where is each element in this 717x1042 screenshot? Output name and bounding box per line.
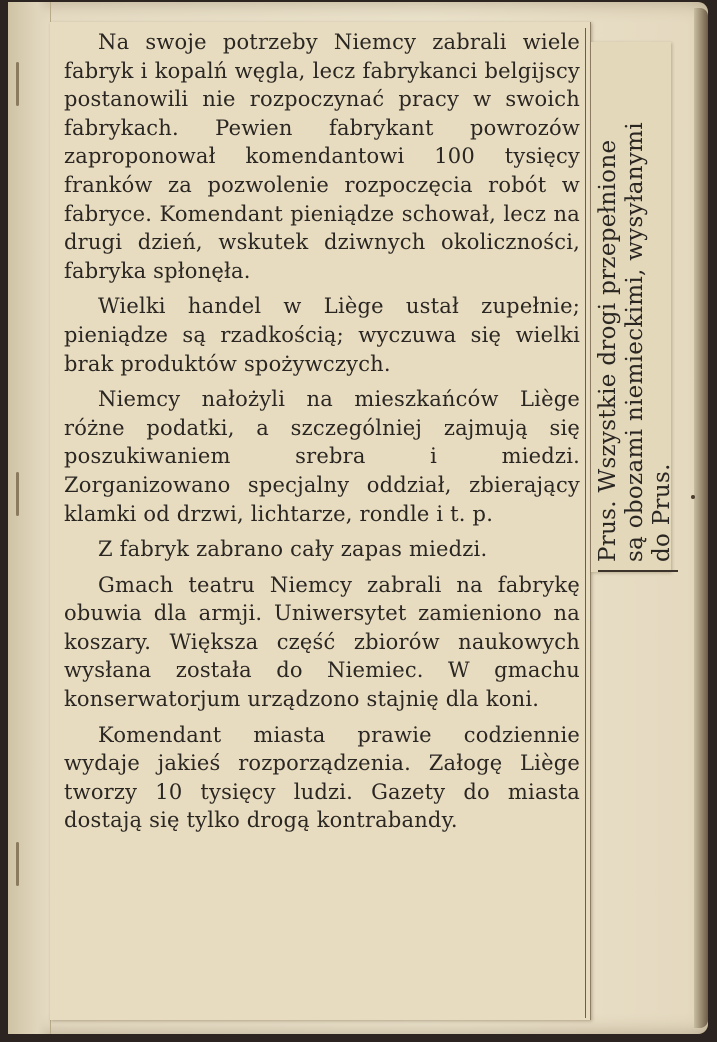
article-text (64, 28, 580, 842)
side-line: do Prus. (649, 463, 675, 562)
article-paragraph: Komendant miasta prawie codziennie wydaje jakieś rozporządzenia. Załogę Liège tworzy 10 tysięcy ludzi. Gazety do miasta dostają się tylko drogą kontrabandy. (64, 722, 580, 833)
article-paragraph: Na swoje potrzeby Niemcy zabrali wiele fabryk i kopalń węgla, lecz fabrykanci belgijscy postanowili nie rozpoczynać pracy w swoich fabrykach. Pewien fabrykant powrozów zaproponował komendantowi 100 tysięcy franków za pozwolenie rozpoczęcia robót w fabryce. Komendant pieniądze schował, lecz na drugi dzień, wskutek dziwnych okoliczności, fabryka spłonęła. (64, 30, 580, 283)
side-line: są obozami niemieckimi, wysyłanymi (622, 122, 648, 562)
page-gutter (8, 2, 51, 1034)
article-paragraph: Niemcy nałożyli na mieszkańców Liège różne podatki, a szczególniej zajmują się poszukiwaniem srebra i miedzi. Zorganizowano specjalny oddział, zbierający klamki od drzwi, lichtarze, rondle i t. p. (64, 387, 580, 526)
article-paragraph: Gmach teatru Niemcy zabrali na fabrykę obuwia dla armji. Uniwersytet zamieniono na koszary. Większa część zbiorów naukowych wysłana została do Niemiec. W gmachu konserwatorjum urządzono stajnię dla koni. (64, 572, 580, 712)
page-edge (694, 8, 708, 1028)
column-rule (585, 28, 586, 1018)
clipping-edge-line (598, 570, 678, 572)
side-clipping-text (595, 42, 676, 562)
newspaper-clipping (50, 22, 591, 1020)
paper-speck (691, 495, 695, 499)
binding-stitch (16, 62, 19, 106)
article-paragraph: Wielki handel w Liège ustał zupełnie; pieniądze są rzadkością; wyczuwa się wielki brak produktów spożywczych. (64, 294, 580, 376)
scrapbook-page (8, 2, 708, 1034)
side-clipping (591, 42, 675, 572)
article-paragraph: Z fabryk zabrano cały zapas miedzi. (98, 537, 488, 562)
binding-stitch (16, 842, 19, 886)
binding-stitch (16, 472, 19, 516)
side-line: Prus. Wszystkie drogi przepełnione (595, 139, 621, 562)
